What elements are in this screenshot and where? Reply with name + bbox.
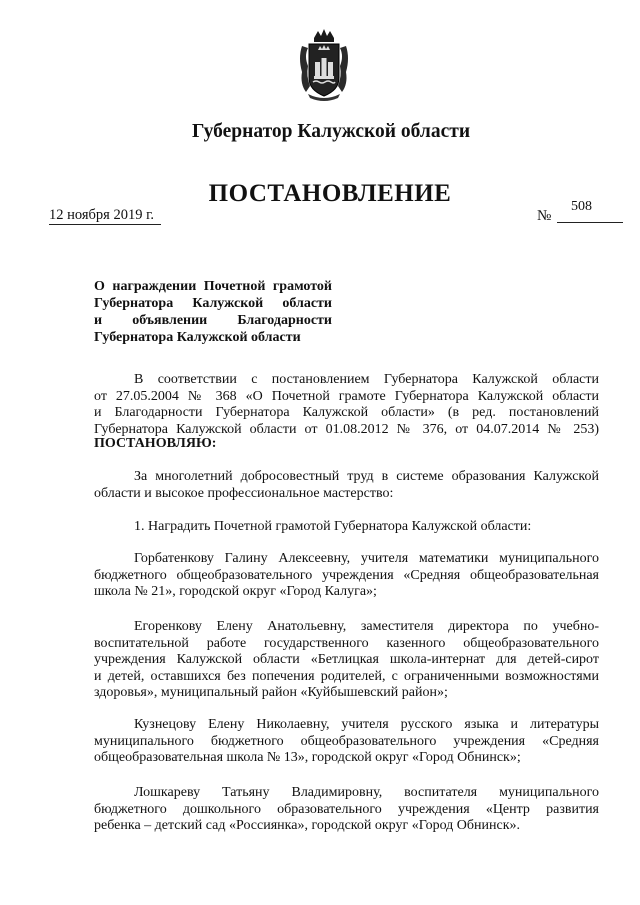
document-subject (94, 278, 332, 346)
paragraph-line: Егоренкову Елену Анатольевну, заместителя директора по учебно- (134, 619, 599, 634)
paragraph-line: Кузнецову Елену Николаевну, учителя русского языка и литературы (134, 717, 599, 732)
document-type-title: ПОСТАНОВЛЕНИЕ (208, 180, 452, 207)
paragraph-line: общеобразовательная школа № 13», городской округ «Город Обнинск»; (94, 750, 521, 765)
paragraph-line: Горбатенкову Галину Алексеевну, учителя математики муниципального (134, 551, 599, 566)
paragraph-line: школа № 21», городской округ «Город Калуга»; (94, 584, 377, 599)
awardee-paragraph (94, 717, 599, 767)
awardee-paragraph (94, 785, 599, 835)
paragraph-line: и детей, оставшихся без попечения родителей, с ограниченными возможностями (94, 668, 599, 684)
authority-title: Губернатор Калужской области (191, 121, 471, 142)
item-1-paragraph (94, 519, 599, 536)
number-value: 508 (571, 199, 592, 214)
awardee-paragraph (94, 551, 599, 601)
awardee-paragraph (94, 619, 599, 702)
number-sign: № (537, 208, 552, 224)
paragraph-line: здоровья», муниципальный район «Куйбышевский район»; (94, 685, 448, 700)
subject-line: Губернатора Калужской области (94, 296, 332, 311)
paragraph-line: от 27.05.2004 № 368 «О Почетной грамоте Губернатора Калужской области (94, 388, 599, 404)
paragraph-line: воспитательной работе государственного казенного общеобразовательного (94, 635, 599, 651)
paragraph-line: За многолетний добросовестный труд в системе образования Калужской (134, 469, 599, 484)
number-underline (557, 222, 623, 223)
subject-line: Губернатора Калужской области (94, 330, 301, 345)
paragraph-line: В соответствии с постановлением Губернатора Калужской области (134, 372, 599, 387)
paragraph-line: ребенка – детский сад «Россиянка», городской округ «Город Обнинск». (94, 818, 521, 833)
resolve-heading: ПОСТАНОВЛЯЮ: (94, 436, 217, 451)
paragraph-line: учреждения Калужской области «Бетлицкая школа-интернат для детей-сирот (94, 652, 599, 667)
reason-paragraph (94, 469, 599, 502)
paragraph-line: бюджетного дошкольного образовательного учреждения «Центр развития (94, 801, 599, 817)
paragraph-line: области и высокое профессиональное мастерство: (94, 485, 394, 501)
coat-of-arms-icon (296, 28, 352, 102)
subject-line: О награждении Почетной грамотой (94, 279, 332, 294)
document-number (537, 200, 623, 224)
paragraph-line: бюджетного общеобразовательного учреждения «Средняя общеобразовательная (94, 567, 599, 583)
paragraph-line: 1. Наградить Почетной грамотой Губернатора Калужской области: (134, 519, 532, 534)
subject-line: и объявлении Благодарности (94, 313, 332, 328)
paragraph-line: Лошкареву Татьяну Владимировну, воспитателя муниципального (134, 785, 599, 800)
paragraph-line: муниципального бюджетного общеобразовательного учреждения «Средняя (94, 733, 599, 749)
basis-paragraph (94, 372, 599, 438)
paragraph-line: и Благодарности Губернатора Калужской области» (в ред. постановлений (94, 405, 599, 420)
document-date: 12 ноября 2019 г. (49, 207, 161, 225)
paragraph-line: Губернатора Калужской области от 01.08.2012 № 376, от 04.07.2014 № 253) (94, 421, 599, 437)
